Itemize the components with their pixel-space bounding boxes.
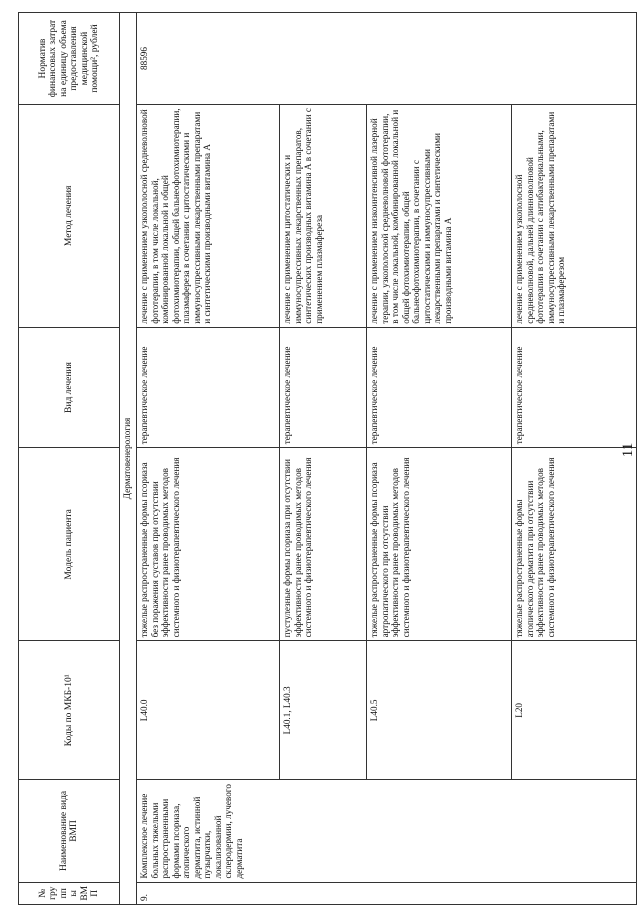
header-icd-codes: Коды по МКБ-10¹ xyxy=(19,641,120,780)
patient-model: пустулезные формы псориаза при отсутствии эффективности ранее проводимых методов системного и физиотерапевтического лечения xyxy=(280,448,367,641)
header-patient-model: Модель пациента xyxy=(19,448,120,641)
header-group-no: № группы ВМП xyxy=(19,882,120,904)
treatment-method: лечение с применением узкополосной средневолновой фототерапии, в том числе локальной, комбинированной локальной и общей фотохимиотерапии, общей бальнеофотохимиотерапии, плазмафереза в сочетании с цитостатическими и иммуносупрессивными лекарственными препаратами и синтетическими производными витамина А xyxy=(137,105,280,328)
icd-code: L40.0 xyxy=(137,641,280,780)
table-row xyxy=(137,13,280,905)
header-normative: Норматив финансовых затрат на единицу объема предоставления медицинской помощи², рублей xyxy=(19,13,120,105)
table-row xyxy=(512,13,637,905)
icd-code: L40.1, L40.3 xyxy=(280,641,367,780)
group-number: 9. xyxy=(137,882,637,904)
table-header-row xyxy=(19,13,120,905)
table-row xyxy=(367,13,512,905)
patient-model: тяжелые распространенные формы атопического дерматита при отсутствии эффективности ранее проводимых методов системного и физиотерапевтического лечения xyxy=(512,448,637,641)
treatment-type: терапевтическое лечение xyxy=(512,327,637,448)
page-number: 11 xyxy=(620,442,636,458)
icd-code: L40.5 xyxy=(367,641,512,780)
patient-model: тяжелые распространенные формы псориаза без поражения суставов при отсутствии эффективности ранее проводимых методов системного и физиотерапевтического лечения xyxy=(137,448,280,641)
section-title: Дерматовенерология xyxy=(120,13,137,905)
treatment-method: лечение с применением узкополосной средневолновой, дальней длинноволновой фототерапии в сочетании с антибактериальными, иммуносупрессивными лекарственными препаратами и плазмаферезом xyxy=(512,105,637,328)
section-row xyxy=(120,13,137,905)
treatment-type: терапевтическое лечение xyxy=(280,327,367,448)
treatment-method: лечение с применением низкоинтенсивной лазерной терапии, узкополосной средневолновой фототерапии, в том числе локальной, комбинированной локальной и общей фотохимиотерапии, общей бальнеофотохимиотерапии, в сочетании с цитостатическими и иммуносупрессивными лекарственными препаратами и синтетическими производными витамина А xyxy=(367,105,512,328)
normative-value: 88596 xyxy=(137,13,637,105)
table-row xyxy=(280,13,367,905)
vmp-name: Комплексное лечение больных тяжелыми распространенными формами псориаза, атопического дерматита, истинной пузырчатки, локализованной склеродермии, лучевого дерматита xyxy=(137,780,637,882)
patient-model: тяжелые распространенные формы псориаза артропатического при отсутствии эффективности ранее проводимых методов системного и физиотерапевтического лечения xyxy=(367,448,512,641)
treatment-type: терапевтическое лечение xyxy=(367,327,512,448)
vmp-table xyxy=(18,12,637,905)
treatment-method: лечение с применением цитостатических и иммуносупрессивных лекарственных препаратов, синтетических производных витамина А в сочетании с применением плазмафереза xyxy=(280,105,367,328)
treatment-type: терапевтическое лечение xyxy=(137,327,280,448)
header-vmp-name: Наименование вида ВМП xyxy=(19,780,120,882)
header-treatment-method: Метод лечения xyxy=(19,105,120,328)
icd-code: L20 xyxy=(512,641,637,780)
header-treatment-type: Вид лечения xyxy=(19,327,120,448)
